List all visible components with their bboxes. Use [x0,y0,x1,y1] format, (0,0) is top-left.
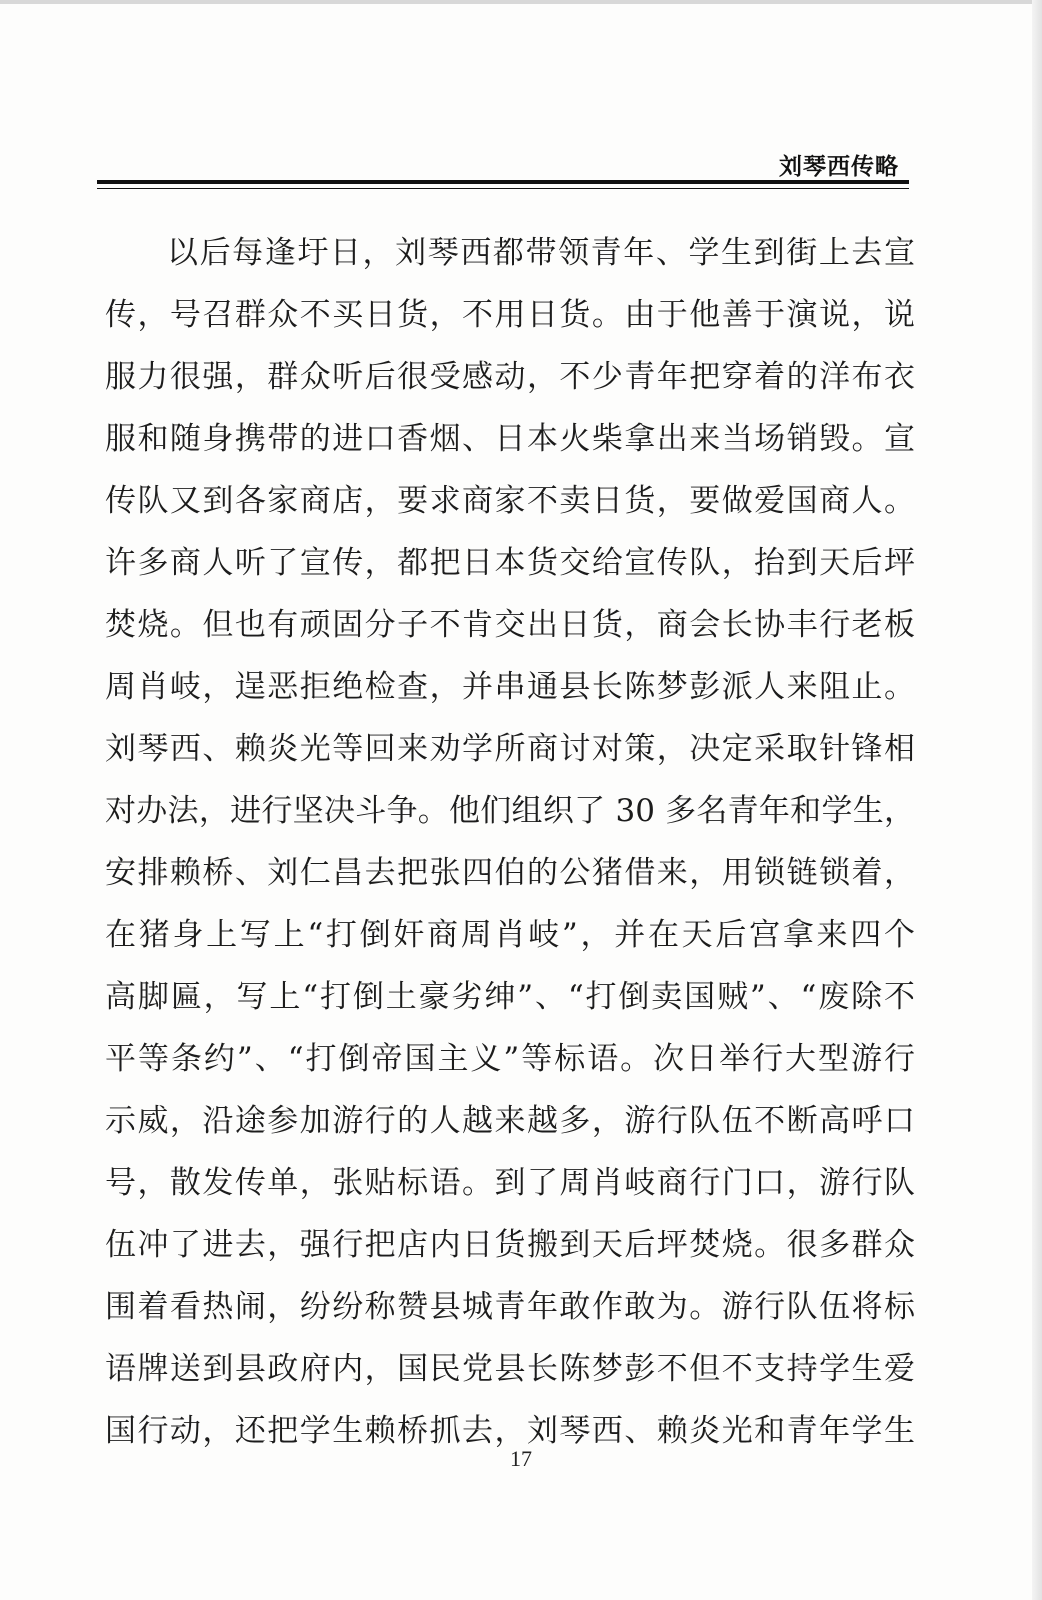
text-line: 号，散发传单，张贴标语。到了周肖岐商行门口，游行队 [105,1165,915,1201]
text-line: 服和随身携带的进口香烟、日本火柴拿出来当场销毁。宣 [105,421,915,457]
text-line: 周肖岐，逞恶拒绝检查，并串通县长陈梦彭派人来阻止。 [105,669,915,705]
scan-edge-top [0,0,1042,4]
page-number: 17 [510,1446,532,1471]
header-rule-thick [97,180,909,184]
text-line: 伍冲了进去，强行把店内日货搬到天后坪焚烧。很多群众 [105,1227,915,1263]
text-line: 语牌送到县政府内，国民党县长陈梦彭不但不支持学生爱 [105,1351,915,1387]
text-line: 传队又到各家商店，要求商家不卖日货，要做爱国商人。 [105,483,915,519]
text-line: 刘琴西、赖炎光等回来劝学所商讨对策，决定采取针锋相 [105,731,915,767]
text-line: 国行动，还把学生赖桥抓去，刘琴西、赖炎光和青年学生 [105,1413,915,1449]
header-rule-thin [97,188,909,189]
text-line: 在猪身上写上“打倒奸商周肖岐”，并在天后宫拿来四个 [105,917,915,953]
text-line: 焚烧。但也有顽固分子不肯交出日货，商会长协丰行老板 [105,607,915,643]
text-line: 安排赖桥、刘仁昌去把张四伯的公猪借来，用锁链锁着， [105,855,915,891]
text-line: 围着看热闹，纷纷称赞县城青年敢作敢为。游行队伍将标 [105,1289,915,1325]
text-line: 对办法，进行坚决斗争。他们组织了 30 多名青年和学生， [105,793,915,829]
text-line: 许多商人听了宣传，都把日本货交给宣传队，抬到天后坪 [105,545,915,581]
scan-edge-right [1032,0,1042,1600]
text-line: 服力很强，群众听后很受感动，不少青年把穿着的洋布衣 [105,359,915,395]
text-line: 传，号召群众不买日货，不用日货。由于他善于演说，说 [105,297,915,333]
text-line: 平等条约”、“打倒帝国主义”等标语。次日举行大型游行 [105,1041,915,1077]
body-text [105,222,915,1462]
text-line: 高脚匾，写上“打倒土豪劣绅”、“打倒卖国贼”、“废除不 [105,979,915,1015]
text-line: 示威，沿途参加游行的人越来越多，游行队伍不断高呼口 [105,1103,915,1139]
text-line: 以后每逢圩日，刘琴西都带领青年、学生到街上去宣 [167,235,915,271]
running-header-title: 刘琴西传略 [779,154,899,180]
